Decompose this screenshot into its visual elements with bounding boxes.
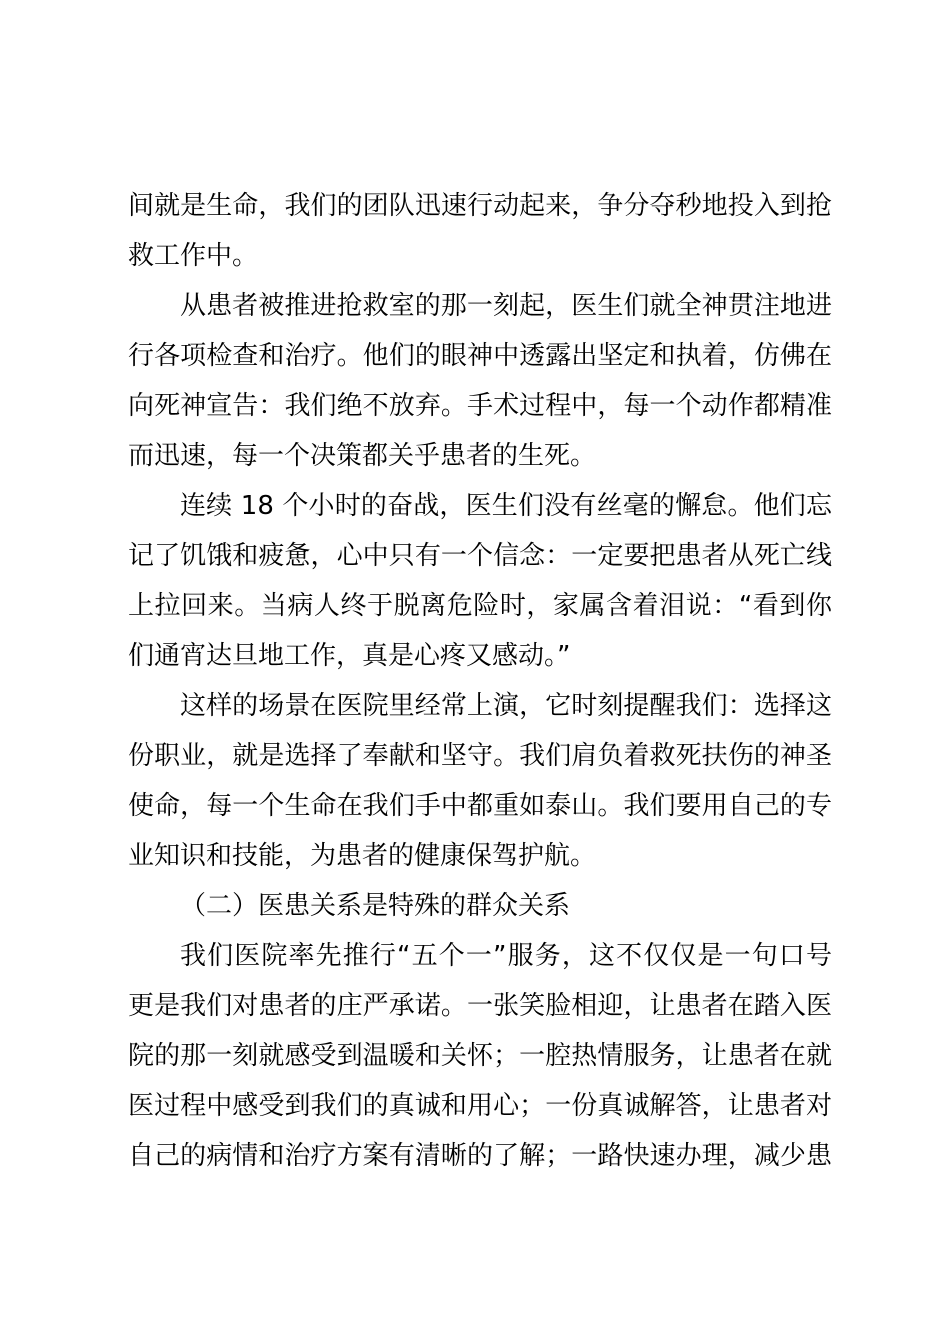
text-line: 更是我们对患者的庄严承诺。一张笑脸相迎，让患者在踏入医 <box>128 991 832 1021</box>
text-line: 我们医院率先推行“五个一”服务，这不仅仅是一句口号 <box>180 941 832 971</box>
text-line: 份职业，就是选择了奉献和坚守。我们肩负着救死扶伤的神圣 <box>128 741 832 771</box>
text-line: 业知识和技能，为患者的健康保驾护航。 <box>128 841 597 871</box>
text-line: 医过程中感受到我们的真诚和用心；一份真诚解答，让患者对 <box>128 1091 832 1121</box>
text-line: 上拉回来。当病人终于脱离危险时，家属含着泪说：“看到你 <box>128 591 832 621</box>
text-line: 们通宵达旦地工作，真是心疼又感动。” <box>128 641 571 671</box>
text-line: 向死神宣告：我们绝不放弃。手术过程中，每一个动作都精准 <box>128 391 832 421</box>
text-line: 行各项检查和治疗。他们的眼神中透露出坚定和执着，仿佛在 <box>128 341 832 371</box>
text-line: 自己的病情和治疗方案有清晰的了解；一路快速办理，减少患 <box>128 1141 832 1171</box>
text-line: 使命，每一个生命在我们手中都重如泰山。我们要用自己的专 <box>128 791 832 821</box>
text-line: 从患者被推进抢救室的那一刻起，医生们就全神贯注地进 <box>180 291 832 321</box>
text-line: 间就是生命，我们的团队迅速行动起来，争分夺秒地投入到抢 <box>128 191 832 221</box>
section-heading: （二）医患关系是特殊的群众关系 <box>180 891 571 921</box>
text-line: 院的那一刻就感受到温暖和关怀；一腔热情服务，让患者在就 <box>128 1041 832 1071</box>
text-line: 连续 18 个小时的奋战，医生们没有丝毫的懈怠。他们忘 <box>180 491 832 521</box>
text-line: 而迅速，每一个决策都关乎患者的生死。 <box>128 441 597 471</box>
text-line: 记了饥饿和疲惫，心中只有一个信念：一定要把患者从死亡线 <box>128 541 832 571</box>
text-line: 这样的场景在医院里经常上演，它时刻提醒我们：选择这 <box>180 691 832 721</box>
text-line: 救工作中。 <box>128 241 259 271</box>
